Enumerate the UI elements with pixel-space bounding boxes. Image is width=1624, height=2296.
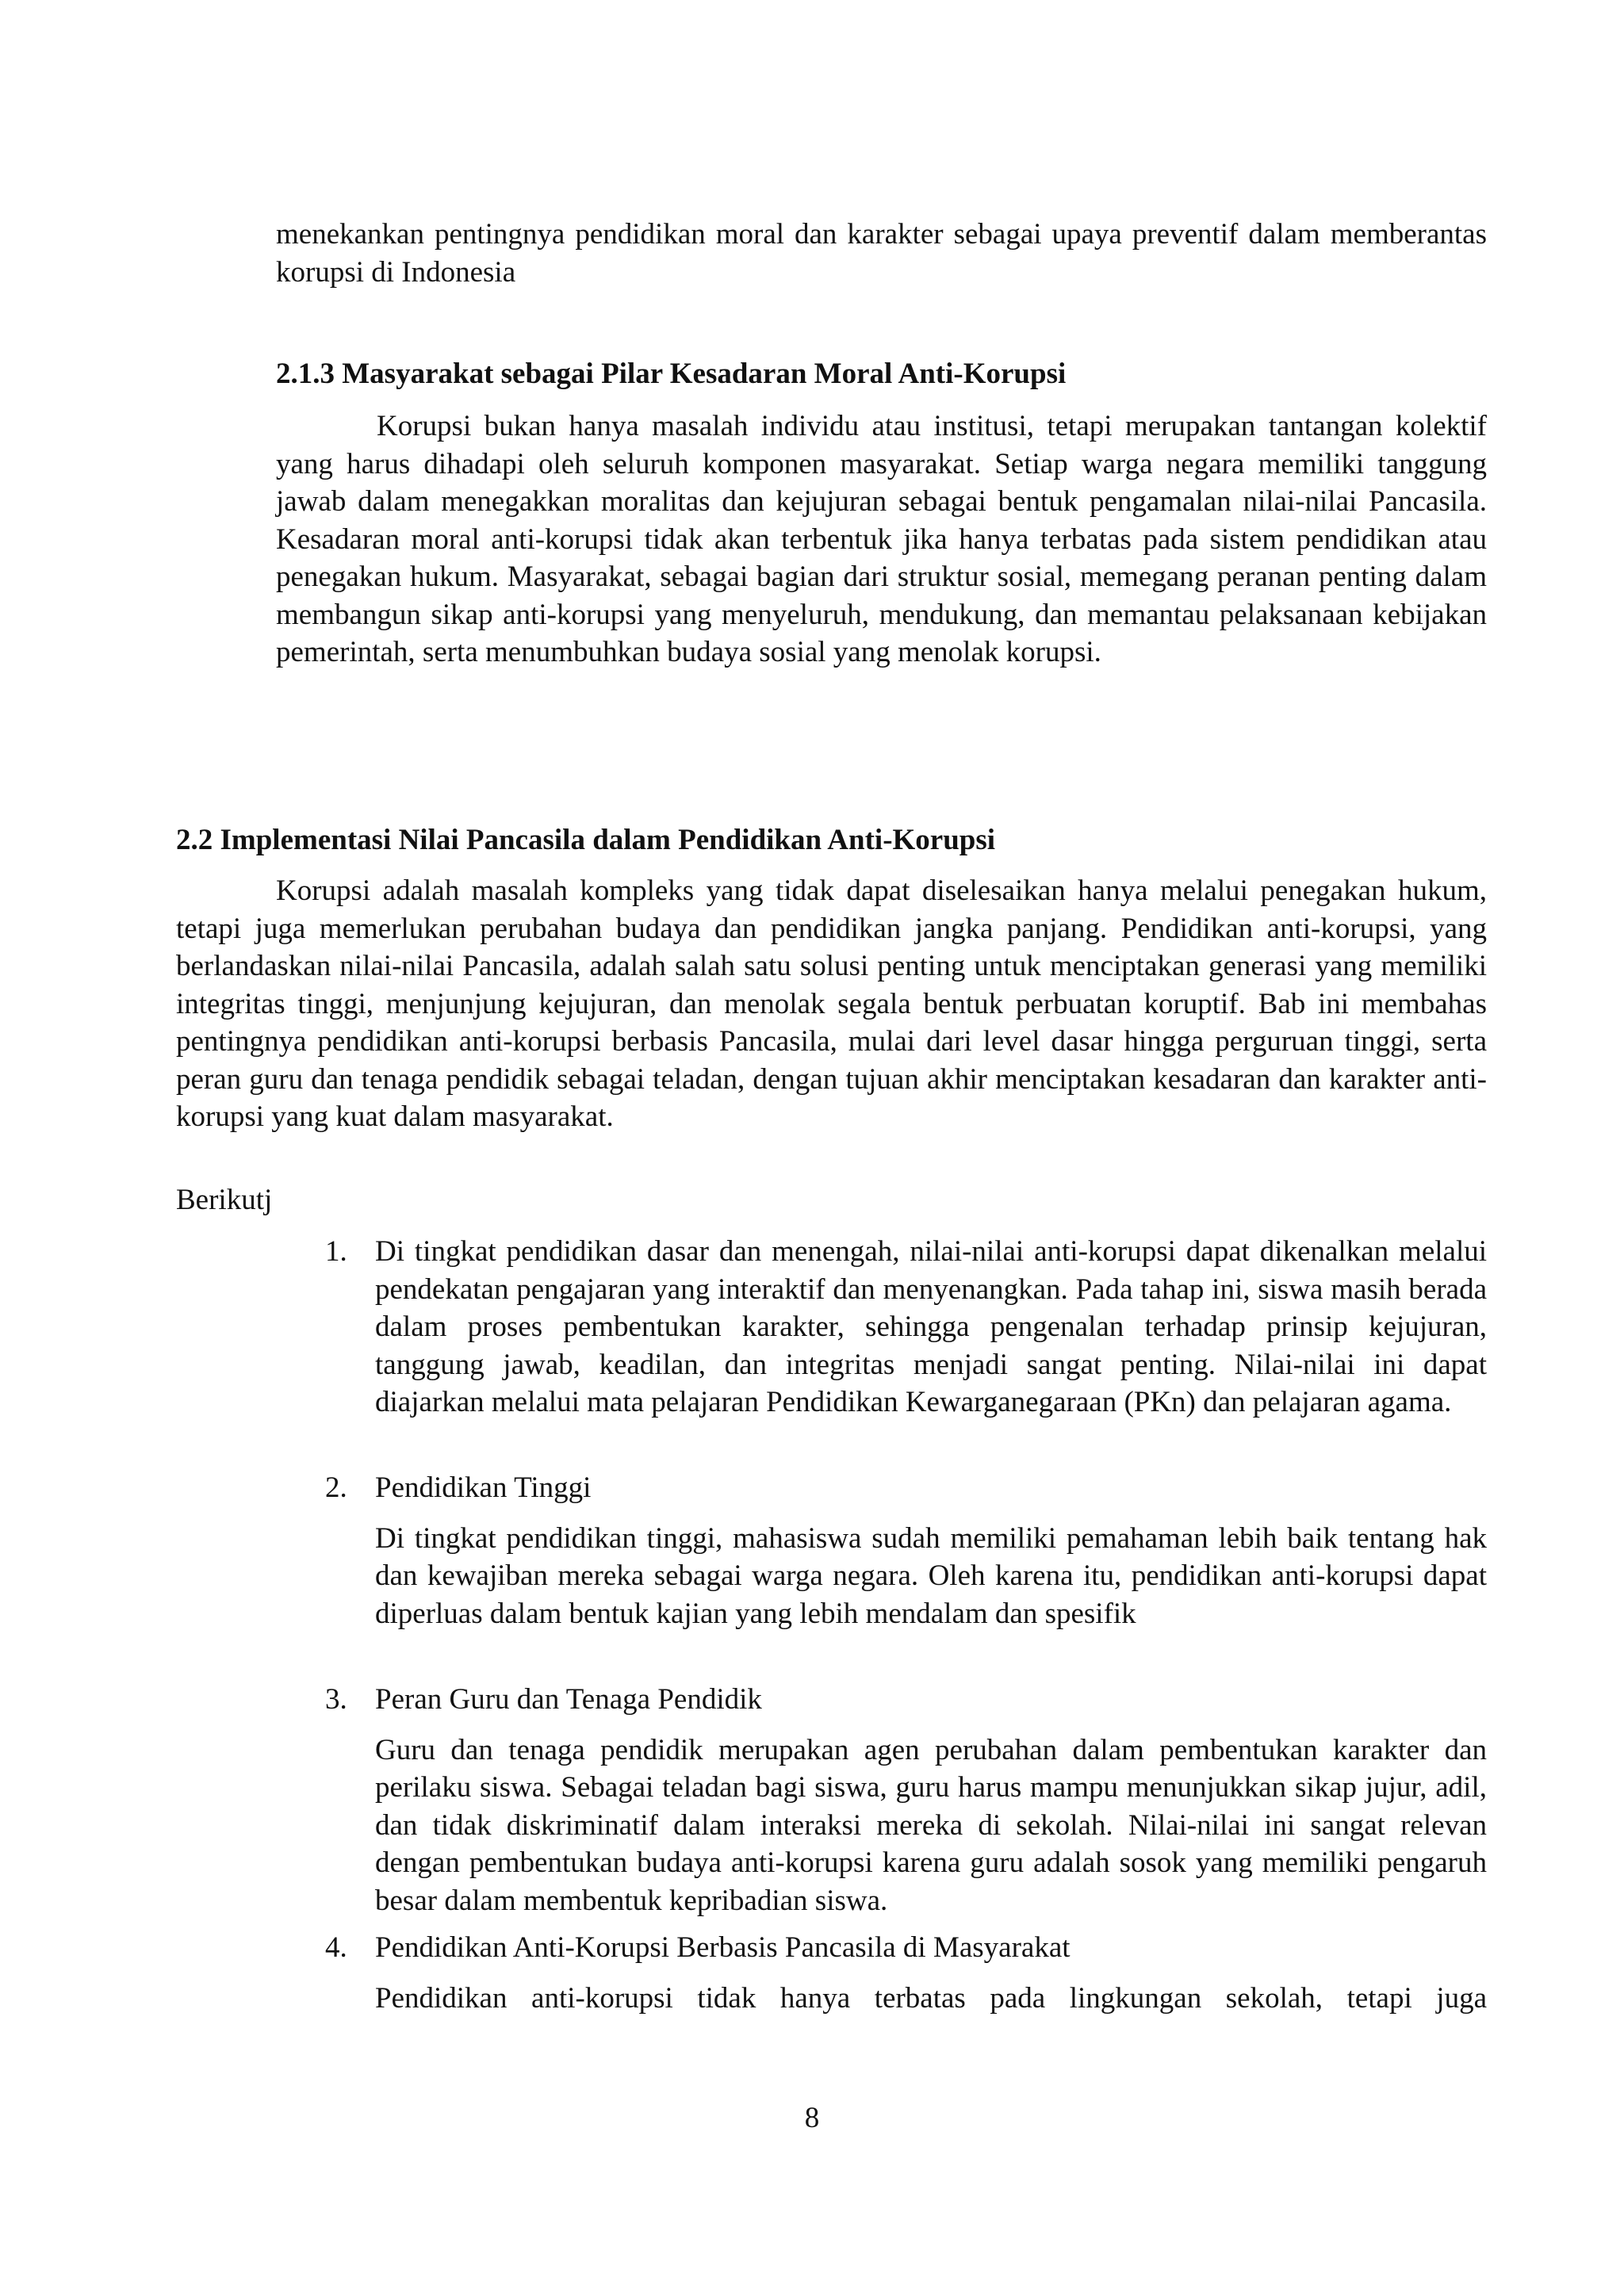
list-number: 4.	[325, 1931, 347, 1964]
list-item-title: Pendidikan Tinggi	[375, 1471, 592, 1504]
lead-in-text: Berikutj	[176, 1184, 273, 1216]
list-item-title: Peran Guru dan Tenaga Pendidik	[375, 1683, 762, 1716]
list-number: 1.	[325, 1235, 347, 1268]
section-213-heading: 2.1.3 Masyarakat sebagai Pilar Kesadaran Moral Anti-Korupsi	[276, 358, 1067, 390]
list-number: 2.	[325, 1471, 347, 1504]
list-item-3	[325, 1681, 1487, 1919]
page-number: 8	[804, 2102, 820, 2134]
list-item-body: Guru dan tenaga pendidik merupakan agen perubahan dalam pembentukan karakter dan perilaku siswa. Sebagai teladan bagi siswa, guru harus mampu menunjukkan sikap jujur, adil, dan tidak diskriminatif dalam interaksi mereka di sekolah. Nilai-nilai ini sangat relevan dengan pembentukan budaya anti-korupsi karena guru adalah sosok yang memiliki pengaruh besar dalam membentuk kepribadian siswa.	[375, 1733, 1487, 1917]
section-22-paragraph: Korupsi adalah masalah kompleks yang tidak dapat diselesaikan hanya melalui penegakan hukum, tetapi juga memerlukan perubahan budaya dan pendidikan jangka panjang. Pendidikan anti-korupsi, yang berlandaskan nilai-nilai Pancasila, adalah salah satu solusi penting untuk menciptakan generasi yang memiliki integritas tinggi, menjunjung kejujuran, dan menolak segala bentuk perbuatan koruptif. Bab ini membahas pentingnya pendidikan anti-korupsi berbasis Pancasila, mulai dari level dasar hingga perguruan tinggi, serta peran guru dan tenaga pendidik sebagai teladan, dengan tujuan akhir menciptakan kesadaran dan karakter anti-korupsi yang kuat dalam masyarakat.	[176, 874, 1487, 1133]
section-213-heading-block	[276, 355, 1487, 393]
section-22-heading: 2.2 Implementasi Nilai Pancasila dalam Pendidikan Anti-Korupsi	[176, 824, 996, 856]
list-item-body: Di tingkat pendidikan tinggi, mahasiswa sudah memiliki pemahaman lebih baik tentang hak dan kewajiban mereka sebagai warga negara. Oleh karena itu, pendidikan anti-korupsi dapat diperluas dalam bentuk kajian yang lebih mendalam dan spesifik	[375, 1521, 1487, 1630]
section-213-paragraph: Korupsi bukan hanya masalah individu atau institusi, tetapi merupakan tantangan kolektif yang harus dihadapi oleh seluruh komponen masyarakat. Setiap warga negara memiliki tanggung jawab dalam menegakkan moralitas dan kejujuran sebagai bentuk pengamalan nilai-nilai Pancasila. Kesadaran moral anti-korupsi tidak akan terbentuk jika hanya terbatas pada sistem pendidikan atau penegakan hukum. Masyarakat, sebagai bagian dari struktur sosial, memegang peranan penting dalam membangun sikap anti-korupsi yang menyeluruh, mendukung, dan memantau pelaksanaan kebijakan pemerintah, serta menumbuhkan budaya sosial yang menolak korupsi.	[276, 410, 1487, 668]
list-item-body: Di tingkat pendidikan dasar dan menengah, nilai-nilai anti-korupsi dapat dikenalkan melalui pendekatan pengajaran yang interaktif dan menyenangkan. Pada tahap ini, siswa masih berada dalam proses pembentukan karakter, sehingga pengenalan terhadap prinsip kejujuran, tanggung jawab, keadilan, dan integritas menjadi sangat penting. Nilai-nilai ini dapat diajarkan melalui mata pelajaran Pendidikan Kewarganegaraan (PKn) dan pelajaran agama.	[375, 1235, 1487, 1418]
list-item-4	[325, 1929, 1487, 2017]
list-item-2	[325, 1469, 1487, 1632]
list-item-title: Pendidikan Anti-Korupsi Berbasis Pancasila di Masyarakat	[375, 1931, 1071, 1964]
continuation-paragraph-block	[276, 216, 1487, 291]
section-213-paragraph-block	[276, 408, 1487, 672]
section-22-heading-block	[176, 821, 1487, 859]
list-item-1	[325, 1233, 1487, 1422]
continuation-paragraph: menekankan pentingnya pendidikan moral dan karakter sebagai upaya preventif dalam memberantas korupsi di Indonesia	[276, 218, 1487, 289]
section-22-paragraph-block	[176, 872, 1487, 1136]
lead-in-block	[176, 1181, 652, 1219]
list-item-body: Pendidikan anti-korupsi tidak hanya terbatas pada lingkungan sekolah, tetapi juga	[375, 1981, 1487, 2015]
list-number: 3.	[325, 1683, 347, 1716]
